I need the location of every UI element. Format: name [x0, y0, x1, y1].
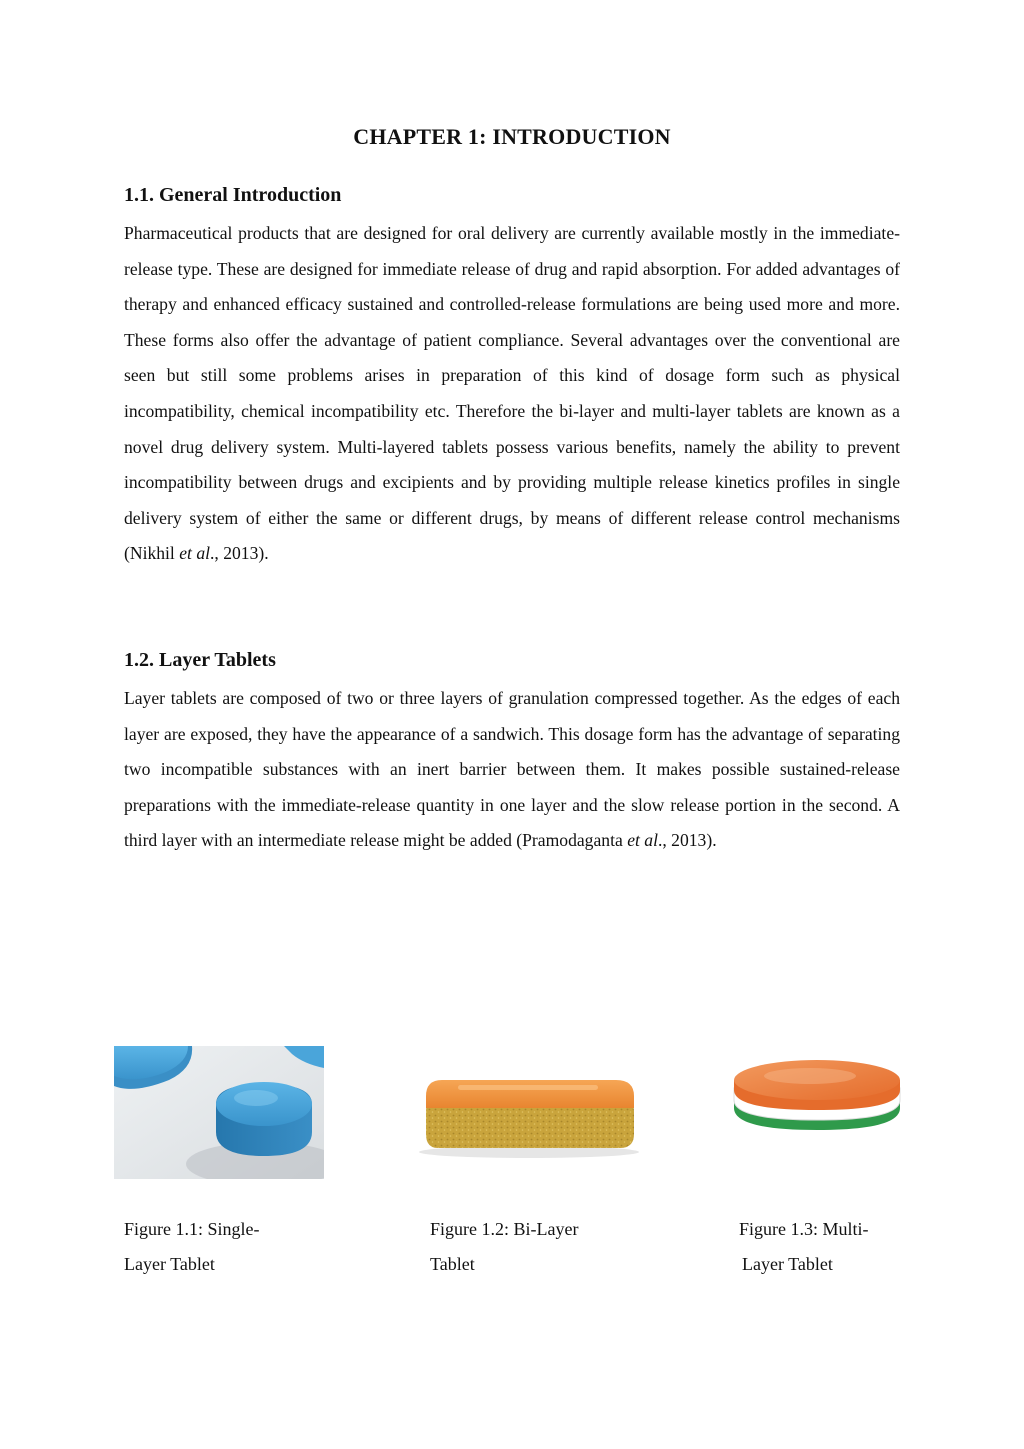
citation-et-al: et al	[179, 543, 211, 564]
single-layer-tablet-icon	[114, 1046, 324, 1179]
paragraph-text: Layer tablets are composed of two or three layers of granulation compressed together. As the edges of each layer are exposed, they have the appearance of a sandwich. This dosage form has the advantage of separating two incompatible substances with an inert barrier between them. It makes possible sustained-release preparations with the immediate-release quantity in one layer and the slow release portion in the second. A third layer with an intermediate release might be added (Pramodaganta	[124, 688, 900, 851]
bi-layer-tablet-icon	[398, 1030, 660, 1176]
section-heading-layer-tablets: 1.2. Layer Tablets	[124, 649, 276, 671]
citation-et-al: et al	[627, 830, 658, 851]
figure-caption-1-2	[430, 1212, 578, 1282]
section-heading-general-introduction: 1.1. General Introduction	[124, 184, 342, 206]
paragraph-text-end: ., 2013).	[657, 830, 717, 851]
figure-single-layer-tablet-image	[114, 1046, 324, 1179]
figure-caption-1-3	[739, 1212, 869, 1282]
paragraph-text: Pharmaceutical products that are designed for oral delivery are currently available mostly in the immediate-release type. These are designed for immediate release of drug and rapid absorption. For added advantages of therapy and enhanced efficacy sustained and controlled-release formulations are being used more and more. These forms also offer the advantage of patient compliance. Several advantages over the conventional are seen but still some problems arises in preparation of this kind of dosage form such as physical incompatibility, chemical incompatibility etc. Therefore the bi-layer and multi-layer tablets are known as a novel drug delivery system. Multi-layered tablets possess various benefits, namely the ability to prevent incompatibility between drugs and excipients and by providing multiple release kinetics profiles in single delivery system of either the same or different drugs, by means of different release control mechanisms (Nikhil	[124, 223, 900, 564]
figure-caption-1-1	[124, 1212, 260, 1282]
caption-line: Figure 1.2: Bi-Layer	[430, 1219, 579, 1239]
paragraph-text-end: ., 2013).	[210, 543, 269, 564]
caption-line: Layer Tablet	[742, 1254, 833, 1274]
caption-line: Figure 1.1: Single-	[124, 1219, 260, 1239]
figure-bi-layer-tablet-image	[398, 1030, 660, 1176]
caption-line: Tablet	[430, 1254, 475, 1274]
multi-layer-tablet-icon	[722, 1050, 912, 1138]
chapter-title: CHAPTER 1: INTRODUCTION	[353, 124, 671, 149]
paragraph-general-introduction	[124, 216, 900, 572]
figure-multi-layer-tablet-image	[722, 1050, 912, 1138]
paragraph-layer-tablets	[124, 681, 900, 859]
caption-line: Figure 1.3: Multi-	[739, 1219, 869, 1239]
caption-line: Layer Tablet	[124, 1254, 215, 1274]
